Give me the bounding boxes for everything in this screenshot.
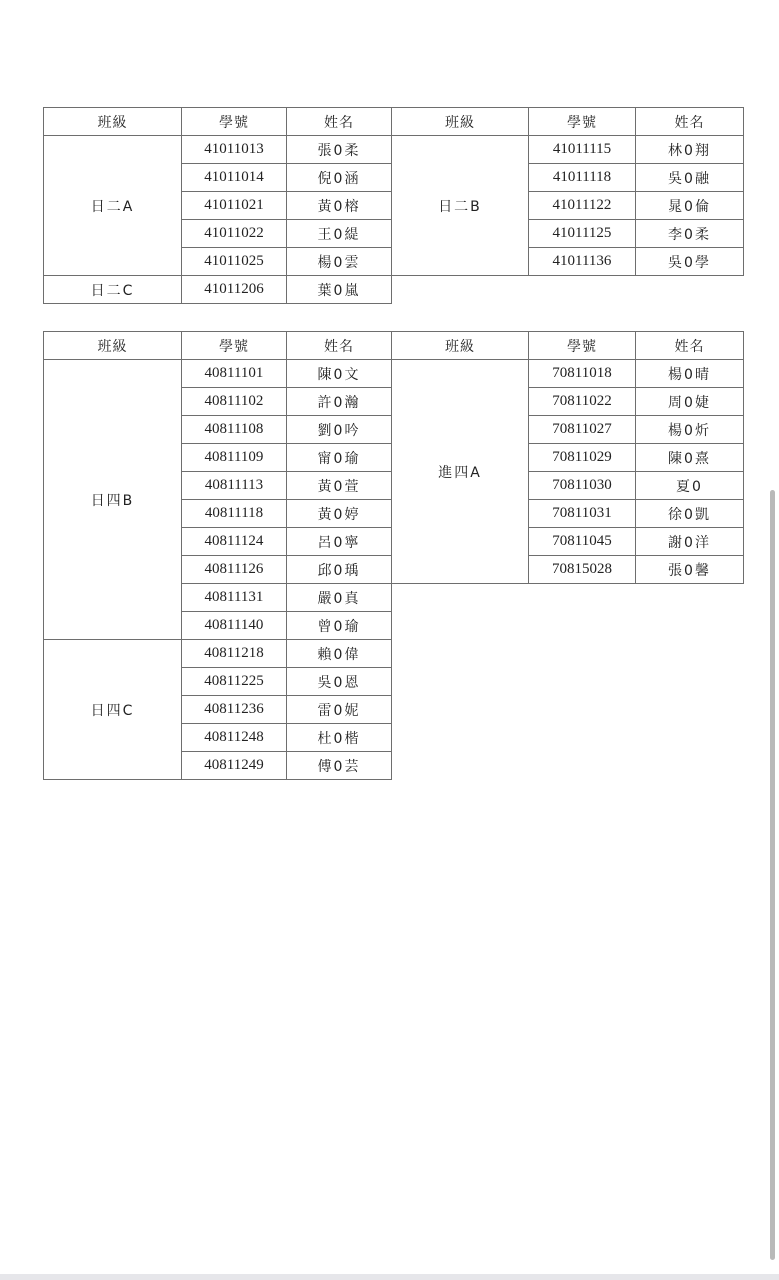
student-id-cell: 40811126 (182, 556, 287, 584)
student-id-cell: 41011125 (529, 220, 636, 248)
empty-cell (636, 276, 744, 304)
student-id-cell: 40811118 (182, 500, 287, 528)
student-name-cell: 倪0涵 (287, 164, 392, 192)
header-class: 班級 (392, 108, 529, 136)
student-name-cell: 楊0晴 (636, 360, 744, 388)
student-name-cell: 賴0偉 (287, 640, 392, 668)
header-name: 姓名 (636, 332, 744, 360)
table-row (44, 640, 744, 668)
student-id-cell: 41011022 (182, 220, 287, 248)
student-id-cell: 70811018 (529, 360, 636, 388)
student-id-cell: 41011014 (182, 164, 287, 192)
student-name-cell: 甯0瑜 (287, 444, 392, 472)
student-name-cell: 張0柔 (287, 136, 392, 164)
header-row (44, 108, 744, 136)
student-name-cell: 夏0 (636, 472, 744, 500)
student-id-cell: 70811022 (529, 388, 636, 416)
student-name-cell: 杜0楷 (287, 724, 392, 752)
header-name: 姓名 (287, 108, 392, 136)
student-id-cell: 40811236 (182, 696, 287, 724)
table-row (44, 136, 744, 164)
class-cell: 日二C (44, 276, 182, 304)
student-id-cell: 41011206 (182, 276, 287, 304)
student-id-cell: 70811031 (529, 500, 636, 528)
empty-cell (529, 612, 636, 640)
student-name-cell: 呂0寧 (287, 528, 392, 556)
student-name-cell: 周0婕 (636, 388, 744, 416)
student-id-cell: 40811131 (182, 584, 287, 612)
empty-cell (529, 724, 636, 752)
empty-cell (392, 276, 529, 304)
student-id-cell: 40811113 (182, 472, 287, 500)
student-id-cell: 40811249 (182, 752, 287, 780)
empty-cell (636, 584, 744, 612)
header-row (44, 332, 744, 360)
student-id-cell: 41011013 (182, 136, 287, 164)
class-cell: 日四C (44, 640, 182, 780)
empty-cell (529, 696, 636, 724)
header-student-id: 學號 (182, 332, 287, 360)
student-id-cell: 41011118 (529, 164, 636, 192)
header-student-id: 學號 (529, 108, 636, 136)
student-name-cell: 徐0凱 (636, 500, 744, 528)
student-name-cell: 吳0恩 (287, 668, 392, 696)
student-name-cell: 劉0吟 (287, 416, 392, 444)
empty-cell (392, 612, 529, 640)
student-name-cell: 雷0妮 (287, 696, 392, 724)
empty-cell (529, 668, 636, 696)
empty-cell (636, 640, 744, 668)
student-id-cell: 40811124 (182, 528, 287, 556)
class-cell: 進四A (392, 360, 529, 584)
student-id-cell: 40811101 (182, 360, 287, 388)
empty-cell (636, 612, 744, 640)
student-id-cell: 70815028 (529, 556, 636, 584)
student-name-cell: 陳0文 (287, 360, 392, 388)
class-roster-table-2 (43, 331, 744, 780)
student-name-cell: 黃0榕 (287, 192, 392, 220)
header-name: 姓名 (287, 332, 392, 360)
empty-cell (636, 724, 744, 752)
student-id-cell: 40811218 (182, 640, 287, 668)
header-class: 班級 (44, 108, 182, 136)
student-name-cell: 葉0嵐 (287, 276, 392, 304)
student-name-cell: 許0瀚 (287, 388, 392, 416)
class-roster-table-1 (43, 107, 744, 304)
empty-cell (636, 696, 744, 724)
empty-cell (392, 640, 529, 668)
empty-cell (529, 276, 636, 304)
student-name-cell: 黃0萱 (287, 472, 392, 500)
empty-cell (392, 668, 529, 696)
vertical-scrollbar[interactable] (770, 490, 775, 1260)
table-row (44, 360, 744, 388)
student-name-cell: 楊0雲 (287, 248, 392, 276)
student-name-cell: 傅0芸 (287, 752, 392, 780)
empty-cell (392, 752, 529, 780)
bottom-bar (0, 1274, 779, 1280)
student-id-cell: 40811225 (182, 668, 287, 696)
header-class: 班級 (392, 332, 529, 360)
empty-cell (392, 584, 529, 612)
student-name-cell: 黃0婷 (287, 500, 392, 528)
class-cell: 日二B (392, 136, 529, 276)
student-id-cell: 41011025 (182, 248, 287, 276)
empty-cell (392, 724, 529, 752)
student-name-cell: 林0翔 (636, 136, 744, 164)
student-id-cell: 70811029 (529, 444, 636, 472)
header-name: 姓名 (636, 108, 744, 136)
student-name-cell: 王0緹 (287, 220, 392, 248)
student-name-cell: 張0馨 (636, 556, 744, 584)
student-id-cell: 40811248 (182, 724, 287, 752)
empty-cell (529, 640, 636, 668)
empty-cell (529, 584, 636, 612)
empty-cell (636, 668, 744, 696)
empty-cell (392, 696, 529, 724)
header-class: 班級 (44, 332, 182, 360)
student-id-cell: 40811109 (182, 444, 287, 472)
empty-cell (636, 752, 744, 780)
student-id-cell: 70811030 (529, 472, 636, 500)
student-name-cell: 吳0學 (636, 248, 744, 276)
student-id-cell: 70811027 (529, 416, 636, 444)
student-id-cell: 41011021 (182, 192, 287, 220)
student-name-cell: 曾0瑜 (287, 612, 392, 640)
student-name-cell: 嚴0真 (287, 584, 392, 612)
student-name-cell: 李0柔 (636, 220, 744, 248)
header-student-id: 學號 (529, 332, 636, 360)
student-id-cell: 40811108 (182, 416, 287, 444)
student-id-cell: 41011122 (529, 192, 636, 220)
table-row (44, 276, 744, 304)
student-id-cell: 41011136 (529, 248, 636, 276)
student-name-cell: 楊0炘 (636, 416, 744, 444)
student-id-cell: 41011115 (529, 136, 636, 164)
student-name-cell: 謝0洋 (636, 528, 744, 556)
student-id-cell: 40811102 (182, 388, 287, 416)
class-cell: 日二A (44, 136, 182, 276)
student-name-cell: 晁0倫 (636, 192, 744, 220)
empty-cell (529, 752, 636, 780)
student-name-cell: 陳0熹 (636, 444, 744, 472)
student-id-cell: 40811140 (182, 612, 287, 640)
class-cell: 日四B (44, 360, 182, 640)
student-name-cell: 吳0融 (636, 164, 744, 192)
student-name-cell: 邱0瑀 (287, 556, 392, 584)
header-student-id: 學號 (182, 108, 287, 136)
student-id-cell: 70811045 (529, 528, 636, 556)
